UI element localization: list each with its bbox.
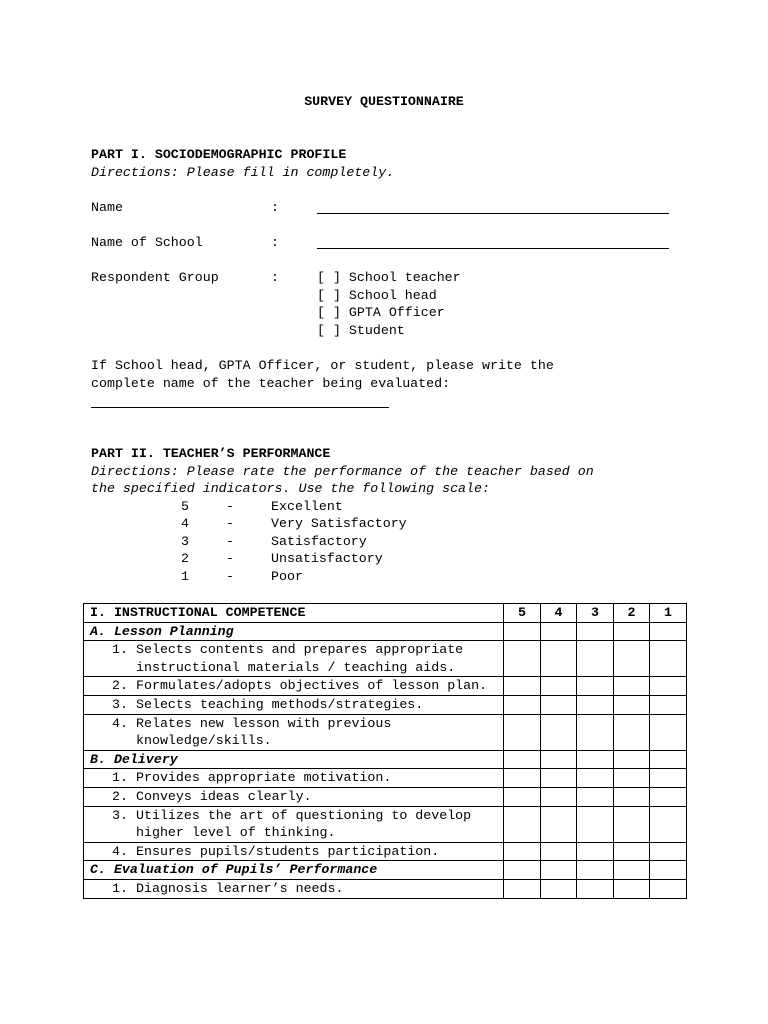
- document-title: SURVEY QUESTIONNAIRE: [304, 94, 464, 109]
- indicator-cell: [84, 879, 504, 898]
- indicator-row: [84, 769, 687, 788]
- part1-directions: Directions: Please fill in completely.: [91, 165, 395, 180]
- teacher-note-line2: complete name of the teacher being evaluated:: [91, 376, 451, 391]
- competence-header: I. INSTRUCTIONAL COMPETENCE: [84, 604, 504, 623]
- rating-cell[interactable]: [650, 879, 687, 898]
- rating-cell[interactable]: [577, 806, 614, 842]
- rating-cell[interactable]: [577, 769, 614, 788]
- rating-cell[interactable]: [504, 641, 541, 677]
- rating-cell[interactable]: [650, 769, 687, 788]
- rating-cell[interactable]: [577, 677, 614, 696]
- scale-label: Excellent: [271, 499, 343, 514]
- part1-heading: PART I. SOCIODEMOGRAPHIC PROFILE: [91, 147, 347, 162]
- rating-cell[interactable]: [614, 714, 650, 750]
- rating-cell[interactable]: [577, 787, 614, 806]
- indicator-number: 4.: [112, 843, 128, 859]
- rating-cell[interactable]: [614, 787, 650, 806]
- indicator-cell: [84, 714, 504, 750]
- school-label: Name of School: [91, 235, 203, 250]
- scale-num: 5: [181, 499, 189, 514]
- rating-cell[interactable]: [541, 641, 577, 677]
- rating-cell[interactable]: [650, 842, 687, 861]
- indicator-text: Provides appropriate motivation.: [136, 770, 392, 786]
- section-row: [84, 750, 687, 769]
- indicator-cell: [84, 677, 504, 696]
- rating-cell: [504, 861, 541, 880]
- rating-col-header: 5: [504, 604, 541, 623]
- indicator-row: [84, 879, 687, 898]
- group-label: Respondent Group: [91, 270, 219, 285]
- indicator-row: [84, 695, 687, 714]
- indicator-row: [84, 806, 687, 842]
- indicator-number: 3.: [112, 807, 128, 823]
- scale-dash: -: [226, 569, 234, 584]
- part2-directions-line1: Directions: Please rate the performance of the teacher based on: [91, 464, 594, 479]
- rating-cell[interactable]: [504, 842, 541, 861]
- rating-col-header: 4: [541, 604, 577, 623]
- rating-cell[interactable]: [504, 769, 541, 788]
- indicator-number: 2.: [112, 788, 128, 804]
- rating-cell[interactable]: [504, 695, 541, 714]
- scale-label: Poor: [271, 569, 303, 584]
- teacher-note-line1: If School head, GPTA Officer, or student, please write the: [91, 358, 554, 373]
- rating-cell[interactable]: [614, 677, 650, 696]
- rating-cell[interactable]: [614, 879, 650, 898]
- rating-cell: [504, 750, 541, 769]
- rating-cell[interactable]: [577, 714, 614, 750]
- rating-cell[interactable]: [541, 769, 577, 788]
- indicator-cell: [84, 769, 504, 788]
- indicator-number: 1.: [112, 770, 128, 786]
- rating-cell[interactable]: [577, 695, 614, 714]
- scale-label: Unsatisfactory: [271, 551, 383, 566]
- name-colon: :: [271, 200, 279, 215]
- indicator-row: [84, 714, 687, 750]
- rating-cell[interactable]: [541, 787, 577, 806]
- indicator-number: 4.: [112, 715, 128, 731]
- group-colon: :: [271, 270, 279, 285]
- option-school-head[interactable]: [ ] School head: [317, 288, 437, 303]
- rating-cell[interactable]: [541, 695, 577, 714]
- scale-dash: -: [226, 534, 234, 549]
- name-label: Name: [91, 200, 123, 215]
- scale-num: 3: [181, 534, 189, 549]
- rating-cell: [650, 622, 687, 641]
- rating-cell: [614, 861, 650, 880]
- rating-cell[interactable]: [577, 879, 614, 898]
- rating-cell[interactable]: [577, 641, 614, 677]
- indicator-row: [84, 677, 687, 696]
- indicator-row: [84, 641, 687, 677]
- rating-cell[interactable]: [614, 641, 650, 677]
- rating-cell[interactable]: [541, 879, 577, 898]
- scale-dash: -: [226, 516, 234, 531]
- rating-cell[interactable]: [541, 806, 577, 842]
- indicator-number: 1.: [112, 880, 128, 896]
- scale-num: 1: [181, 569, 189, 584]
- rating-cell: [577, 622, 614, 641]
- rating-cell[interactable]: [650, 677, 687, 696]
- indicator-text: Relates new lesson with previous knowledge/skills.: [136, 715, 392, 749]
- scale-dash: -: [226, 499, 234, 514]
- rating-cell: [614, 750, 650, 769]
- indicator-number: 3.: [112, 696, 128, 712]
- part2-heading: PART II. TEACHER’S PERFORMANCE: [91, 446, 331, 461]
- rating-col-header: 3: [577, 604, 614, 623]
- rating-cell[interactable]: [504, 714, 541, 750]
- rating-cell: [541, 861, 577, 880]
- indicator-number: 2.: [112, 678, 128, 694]
- indicator-text: Selects contents and prepares appropriate instructional materials / teaching aids.: [136, 642, 464, 675]
- name-blank-line[interactable]: [317, 213, 669, 214]
- section-title: B. Delivery: [84, 750, 504, 769]
- rating-cell: [614, 622, 650, 641]
- indicator-cell: [84, 641, 504, 677]
- rating-cell[interactable]: [614, 842, 650, 861]
- indicator-text: Ensures pupils/students participation.: [136, 843, 440, 859]
- rating-cell[interactable]: [541, 677, 577, 696]
- rating-cell[interactable]: [650, 695, 687, 714]
- indicator-cell: [84, 806, 504, 842]
- scale-dash: -: [226, 551, 234, 566]
- rating-cell: [541, 622, 577, 641]
- scale-label: Very Satisfactory: [271, 516, 407, 531]
- indicator-text: Conveys ideas clearly.: [136, 788, 312, 804]
- teacher-name-blank-line[interactable]: [91, 407, 389, 408]
- rating-cell: [650, 861, 687, 880]
- rating-cell[interactable]: [504, 787, 541, 806]
- rating-cell[interactable]: [614, 769, 650, 788]
- section-row: [84, 861, 687, 880]
- indicator-text: Utilizes the art of questioning to develop higher level of thinking.: [136, 807, 472, 841]
- rating-table: [83, 603, 687, 899]
- indicator-cell: [84, 695, 504, 714]
- rating-cell[interactable]: [650, 714, 687, 750]
- indicator-text: Formulates/adopts objectives of lesson plan.: [136, 678, 488, 694]
- rating-cell[interactable]: [541, 714, 577, 750]
- rating-cell: [577, 750, 614, 769]
- rating-cell[interactable]: [614, 806, 650, 842]
- rating-cell: [577, 861, 614, 880]
- table-header-row: [84, 604, 687, 623]
- rating-cell[interactable]: [650, 806, 687, 842]
- section-title: A. Lesson Planning: [84, 622, 504, 641]
- rating-cell[interactable]: [577, 842, 614, 861]
- rating-col-header: 1: [650, 604, 687, 623]
- indicator-text: Selects teaching methods/strategies.: [136, 696, 424, 712]
- rating-cell: [504, 622, 541, 641]
- rating-cell: [650, 750, 687, 769]
- indicator-row: [84, 842, 687, 861]
- scale-label: Satisfactory: [271, 534, 367, 549]
- indicator-cell: [84, 787, 504, 806]
- rating-col-header: 2: [614, 604, 650, 623]
- section-title: C. Evaluation of Pupils’ Performance: [84, 861, 504, 880]
- indicator-cell: [84, 842, 504, 861]
- rating-cell[interactable]: [504, 677, 541, 696]
- indicator-row: [84, 787, 687, 806]
- rating-cell[interactable]: [541, 842, 577, 861]
- rating-cell: [541, 750, 577, 769]
- rating-cell[interactable]: [650, 641, 687, 677]
- rating-cell[interactable]: [614, 695, 650, 714]
- scale-num: 4: [181, 516, 189, 531]
- option-student[interactable]: [ ] Student: [317, 323, 405, 338]
- section-row: [84, 622, 687, 641]
- school-blank-line[interactable]: [317, 248, 669, 249]
- rating-cell[interactable]: [650, 787, 687, 806]
- scale-num: 2: [181, 551, 189, 566]
- rating-cell[interactable]: [504, 879, 541, 898]
- rating-cell[interactable]: [504, 806, 541, 842]
- option-school-teacher[interactable]: [ ] School teacher: [317, 270, 461, 285]
- part2-directions-line2: the specified indicators. Use the following scale:: [91, 481, 490, 496]
- school-colon: :: [271, 235, 279, 250]
- indicator-number: 1.: [112, 642, 128, 658]
- option-gpta-officer[interactable]: [ ] GPTA Officer: [317, 305, 445, 320]
- indicator-text: Diagnosis learner’s needs.: [136, 880, 344, 896]
